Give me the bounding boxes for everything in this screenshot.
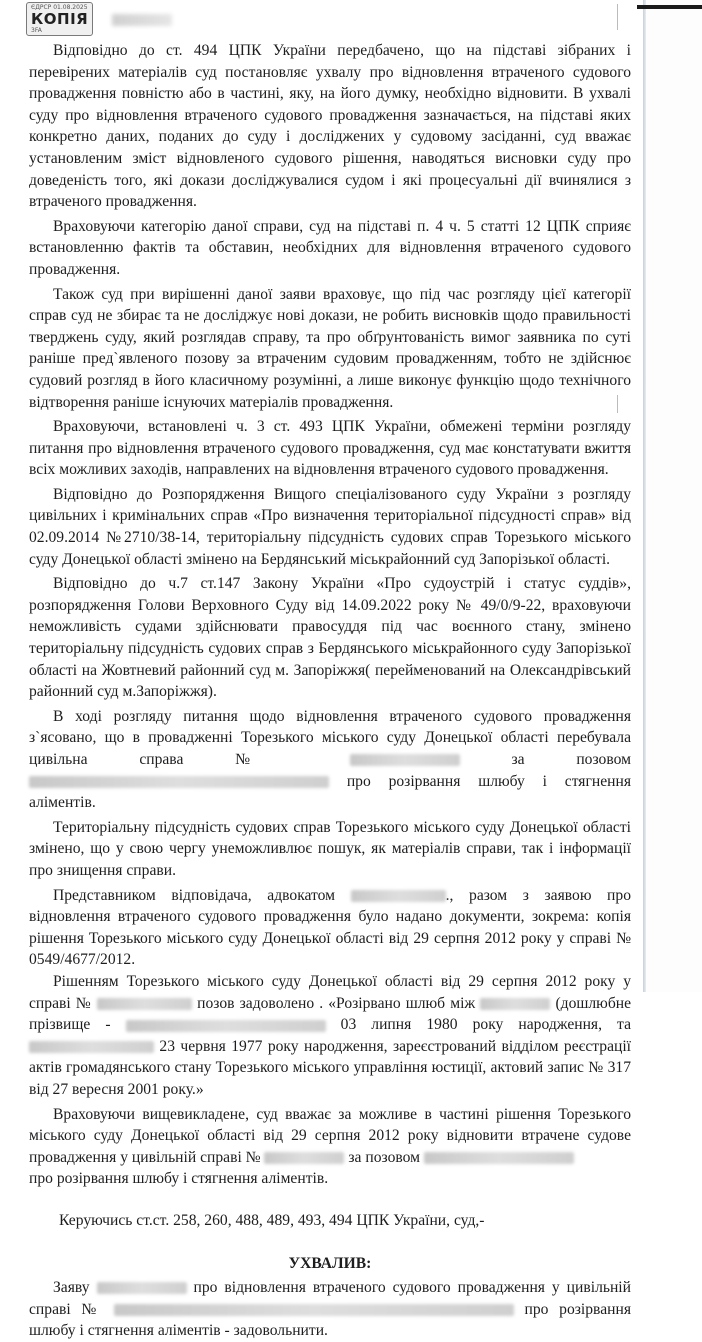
paragraph-article-494: Відповідно до ст. 494 ЦПК України передбачено, що на підставі зібраних і перевірених матеріалів суд постановляє ухвалу про відновлення втраченого судового провадження повністю або в частині, яку, на його думку, необхідно відновити. В ухвалі суду про відновлення втраченого судового провадження зазначається, на підставі яких конкретно даних, поданих до суду і досліджених у судовому засіданні, суд вважає установленим зміст відновленого судового рішення, наводяться висновки суду про доведеність того, які докази досліджувалися судом і які процесуальні дії вчинялися з втраченого провадження. [29,42,631,211]
paragraph-limited-terms: Враховуючи, встановлені ч. 3 ст. 493 ЦПК України, обмежені терміни розгляду питання про відновлення втраченого судового провадження, суд має констатувати вжиття всіх можливих заходів, направлених на відновлення втраченого судового провадження. [29,418,631,479]
document-body [29,40,631,1342]
paragraph-jurisdiction-2014: Відповідно до Розпорядження Вищого спеціалізованого суду України з розгляду цивільних і кримінальних справ «Про визначення територіальної підсудності справ» від 02.09.2014 №2710/38-14, територіальну підсудність судових справ Торезького міського суду Донецької області змінено на Бердянський міськрайонний суд Запорізької області. [29,485,631,568]
text-segment: (дошлюбне прізвище - [29,994,632,1034]
paragraph-restore-proceedings [29,1104,631,1190]
text-segment: про розірвання шлюбу і стягнення аліментів - задовольнити. [29,1300,631,1340]
redacted-name [126,1020,326,1032]
redacted-stamp-area [112,14,172,26]
guided-by-articles: Керуючись ст.ст. 258, 260, 488, 489, 493, 494 ЦПК України, суд,- [59,1211,485,1229]
text-segment: про розірвання шлюбу і стягнення аліментів. [29,1170,329,1188]
text-segment: про відновлення втраченого судового провадження у цивільній справі № [29,1279,631,1318]
stamp-label: КОПІЯ [31,10,89,28]
text-segment: про розірвання шлюбу і стягнення аліментів. [29,772,631,812]
text-segment: за позовом [511,751,631,768]
redacted-case-number [264,1152,344,1164]
redacted-applicant-name [97,1282,187,1294]
stamp-top-text: ЄДРСР 01.08.2025 [31,4,88,11]
scan-edge-bar [637,5,702,9]
text-segment: В ході розгляду питання щодо відновлення втраченого судового провадження з`ясовано, що в провадженні Торезького міського суду Донецької області перебувала цивільна справа № [29,707,631,768]
paragraph-case-found [29,706,631,814]
paragraph-documents-provided [29,885,631,971]
redacted-name [480,998,550,1010]
text-segment: ., разом з заявою про відновлення втраченого судового провадження було надано документи, зокрема: копія рішення Торезького міського суду Донецької області від 29 серпня 2012 року у справі № 0549/4677/2012. [29,886,631,969]
scan-mark [617,4,618,30]
text-segment: 03 липня 1980 року народження, та [340,1016,631,1034]
scan-background-strip [646,0,702,992]
text-segment: Представником відповідача, адвокатом [53,886,336,904]
page-edge [643,0,646,992]
ruling-heading: УХВАЛИВ: [288,1255,372,1273]
paragraph-decision-2012 [29,971,631,1101]
text-segment: Враховуючи вищевикладене, суд вважає за можливе в частині рішення Торезького міського суду Донецької області від 29 серпня 2012 року відновити втрачене судове провадження у цивільній справі № [29,1105,631,1166]
paragraph-case-category: Враховуючи категорію даної справи, суд на підставі п. 4 ч. 5 статті 12 ЦПК сприяє встановленню фактів та обставин, необхідних для відновлення втраченого судового провадження. [29,217,631,278]
copy-stamp [26,2,93,36]
paragraph-search-impossible: Територіальну підсудність судових справ Торезького міського суду Донецької області змінено, що у свою чергу унеможливлює пошук, як матеріалів справи, так і інформації про знищення справи. [29,818,631,879]
paragraph-jurisdiction-2022: Відповідно до ч.7 ст.147 Закону України «Про судоустрій і статус суддів», розпорядження Голови Верховного Суду від 14.09.2022 року № 49/0/9-22, враховуючи неможливість судами здійснювати правосуддя під час воєнного стану, змінено територіальну підсудність судових справ з Бердянського міськрайонного суду Запорізької області на Жовтневий районний суд м. Запоріжжя( перейменований на Олександрівський районний суд м.Запоріжжя). [29,575,631,701]
redacted-lawyer-name [351,890,446,902]
redacted-case-details [114,1304,514,1316]
stamp-bottom-text: 3FA [31,27,42,34]
redacted-parties [29,776,329,788]
text-segment: Заяву [53,1279,90,1297]
paragraph-ruling [29,1277,631,1342]
redacted-case-number [97,998,192,1010]
redacted-case-number [350,754,460,766]
text-segment: Рішенням Торезького міського суду Донецької області від 29 серпня 2012 року у справі № [29,972,631,1012]
text-segment: позов задоволено . «Розірвано шлюб між [197,994,476,1012]
text-segment: 23 червня 1977 року народження, зареєстрований відділом реєстрації актів громадянського стану Торезького міського управління юстиції, актовий запис № 317 від 27 вересня 2001 року.» [29,1037,631,1098]
redacted-parties [424,1152,574,1164]
text-segment: за позовом [348,1148,420,1166]
redacted-name [29,1041,154,1053]
paragraph-court-considers: Також суд при вирішенні даної заяви враховує, що під час розгляду цієї категорії справ суд не збирає та не досліджує нові докази, не робить висновків щодо правильності тверджень суду, який розглядав справу, та про обґрунтованість вимог заявника по суті раніше пред`явленого позову за втраченим судовим провадженням, тобто не здійснює судовий розгляд в його класичному розумінні, а лише виконує функцію щодо технічного відтворення раніше існуючих матеріалів провадження. [29,285,631,411]
